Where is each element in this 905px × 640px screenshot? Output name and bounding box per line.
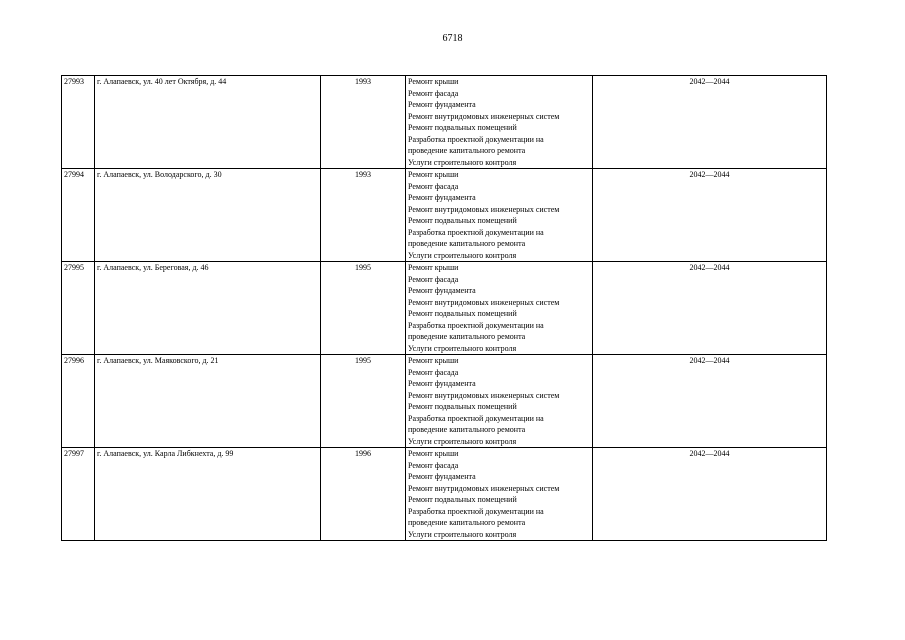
row-number: 27994 xyxy=(62,169,95,262)
work-item: проведение капитального ремонта xyxy=(408,332,526,341)
work-item: Ремонт фасада xyxy=(408,274,459,284)
work-item: Ремонт внутридомовых инженерных систем xyxy=(408,483,560,493)
work-item: Ремонт фундамента xyxy=(408,379,476,388)
work-item: Разработка проектной документации на xyxy=(408,227,544,237)
building-address: г. Алапаевск, ул. Маяковского, д. 21 xyxy=(95,355,321,448)
work-item: Ремонт подвальных помещений xyxy=(408,495,517,504)
work-item: Услуги строительного контроля xyxy=(408,157,517,167)
repair-period: 2042—2044 xyxy=(593,76,827,169)
work-item: Разработка проектной документации на xyxy=(408,134,544,144)
work-item: Ремонт фундамента xyxy=(408,472,476,481)
repair-period: 2042—2044 xyxy=(593,169,827,262)
commissioning-year: 1996 xyxy=(321,448,406,541)
building-address: г. Алапаевск, ул. Володарского, д. 30 xyxy=(95,169,321,262)
work-item: Ремонт фасада xyxy=(408,181,459,191)
work-item: Ремонт крыши xyxy=(408,263,459,272)
work-item: Ремонт фасада xyxy=(408,88,459,98)
work-item: Ремонт фундамента xyxy=(408,193,476,202)
work-item: Ремонт внутридомовых инженерных систем xyxy=(408,111,560,121)
work-item: проведение капитального ремонта xyxy=(408,518,526,527)
building-address: г. Алапаевск, ул. Карла Либкнехта, д. 99 xyxy=(95,448,321,541)
work-item: Ремонт внутридомовых инженерных систем xyxy=(408,390,560,400)
works-list xyxy=(406,169,593,262)
work-item: проведение капитального ремонта xyxy=(408,146,526,155)
work-item: Ремонт подвальных помещений xyxy=(408,123,517,132)
work-item: Ремонт фундамента xyxy=(408,100,476,109)
work-item: Услуги строительного контроля xyxy=(408,436,517,446)
table-row xyxy=(62,169,827,262)
work-item: Ремонт подвальных помещений xyxy=(408,402,517,411)
repair-period: 2042—2044 xyxy=(593,262,827,355)
works-list xyxy=(406,76,593,169)
page-number: 6718 xyxy=(442,33,463,44)
repair-period: 2042—2044 xyxy=(593,448,827,541)
building-address: г. Алапаевск, ул. 40 лет Октября, д. 44 xyxy=(95,76,321,169)
works-list xyxy=(406,262,593,355)
work-item: Услуги строительного контроля xyxy=(408,343,517,353)
work-item: Ремонт фасада xyxy=(408,460,459,470)
row-number: 27995 xyxy=(62,262,95,355)
repair-period: 2042—2044 xyxy=(593,355,827,448)
commissioning-year: 1993 xyxy=(321,76,406,169)
commissioning-year: 1995 xyxy=(321,355,406,448)
work-item: Ремонт крыши xyxy=(408,77,459,86)
commissioning-year: 1993 xyxy=(321,169,406,262)
work-item: Ремонт крыши xyxy=(408,170,459,179)
work-item: Ремонт крыши xyxy=(408,356,459,365)
work-item: Ремонт внутридомовых инженерных систем xyxy=(408,297,560,307)
row-number: 27997 xyxy=(62,448,95,541)
works-list xyxy=(406,448,593,541)
work-item: Услуги строительного контроля xyxy=(408,250,517,260)
work-item: Услуги строительного контроля xyxy=(408,529,517,539)
work-item: Ремонт крыши xyxy=(408,449,459,458)
table-row xyxy=(62,448,827,541)
work-item: проведение капитального ремонта xyxy=(408,425,526,434)
work-item: Разработка проектной документации на xyxy=(408,413,544,423)
work-item: Ремонт внутридомовых инженерных систем xyxy=(408,204,560,214)
row-number: 27993 xyxy=(62,76,95,169)
capital-repair-table xyxy=(61,75,827,541)
building-address: г. Алапаевск, ул. Береговая, д. 46 xyxy=(95,262,321,355)
work-item: проведение капитального ремонта xyxy=(408,239,526,248)
table-row xyxy=(62,355,827,448)
works-list xyxy=(406,355,593,448)
commissioning-year: 1995 xyxy=(321,262,406,355)
work-item: Ремонт фасада xyxy=(408,367,459,377)
table-row xyxy=(62,262,827,355)
work-item: Ремонт подвальных помещений xyxy=(408,216,517,225)
work-item: Ремонт подвальных помещений xyxy=(408,309,517,318)
work-item: Ремонт фундамента xyxy=(408,286,476,295)
work-item: Разработка проектной документации на xyxy=(408,320,544,330)
row-number: 27996 xyxy=(62,355,95,448)
table-row xyxy=(62,76,827,169)
work-item: Разработка проектной документации на xyxy=(408,506,544,516)
